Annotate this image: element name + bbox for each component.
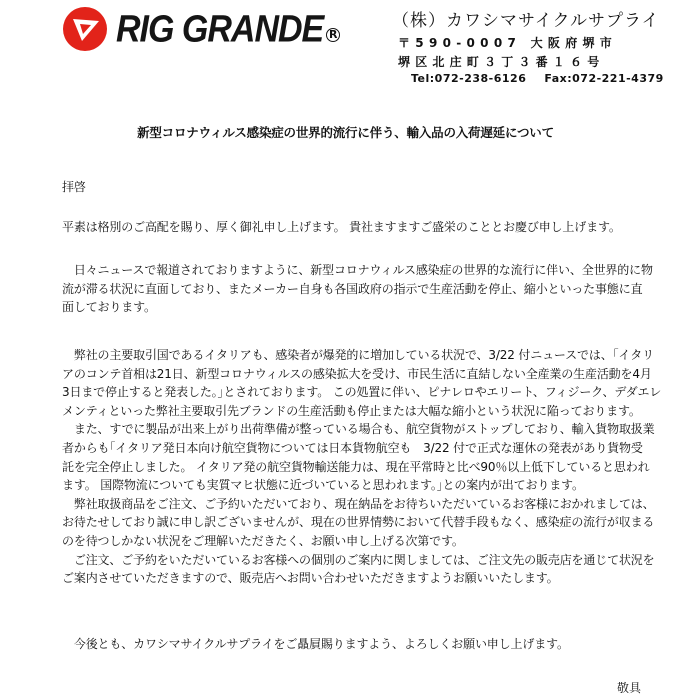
closing-salutation: 敬具 bbox=[617, 681, 642, 695]
paragraph-line: ご注文、ご予約をいただいているお客様への個別のご案内に関しましては、ご注文先の販売店を通じて状況を bbox=[62, 552, 655, 567]
paragraph-line: 者からも｢イタリア発日本向け航空貨物については日本貨物航空も 3/22 付で正式な運休の発表があり貨物受 bbox=[62, 440, 643, 455]
paragraph-line: 託を完全停止しました。 イタリア発の航空貨物輸送能力は、現在平常時と比べ90％以上低下していると思われ bbox=[62, 459, 650, 474]
rig-grande-logo-icon bbox=[62, 6, 108, 52]
paragraph-line: 日々ニュースで報道されておりますように、新型コロナウィルス感染症の世界的な流行に伴い、全世界的に物 bbox=[62, 263, 653, 277]
closing-paragraph: 今後とも、カワシマサイクルサプライをご贔屓賜りますよう、よろしくお願い申し上げます。 bbox=[62, 637, 569, 651]
tel-number: Tel:072-238-6126 bbox=[411, 72, 527, 85]
company-logo bbox=[62, 6, 340, 52]
fax-number: Fax:072-221-4379 bbox=[544, 72, 664, 85]
company-name: （株）カワシマサイクルサプライ bbox=[392, 11, 660, 31]
paragraph-line: メンティといった弊社主要取引先ブランドの生産活動も停止または大幅な縮小という状況に陥っております。 bbox=[62, 403, 641, 418]
paragraph-line: 3日まで停止すると発表した。｣とされております。 この処置に伴い、ピナレロやエリート、フィジーク、デダエレ bbox=[62, 385, 662, 400]
address-line-2: 堺区北庄町３丁３番１６号 bbox=[398, 55, 605, 69]
address-line-1: 〒590-0007 大阪府堺市 bbox=[398, 36, 618, 50]
paragraph-line: ご案内させていただきますので、販売店へお問い合わせいただきますようお願いいたします。 bbox=[62, 571, 559, 586]
registered-mark: R bbox=[326, 28, 340, 42]
paragraph-line: 流が滞る状況に直面しており、またメーカー自身も各国政府の指示で生産活動を停止、縮小といった事態に直 bbox=[62, 281, 643, 296]
paragraph-line: 面しております。 bbox=[62, 300, 156, 315]
paragraph-line: ます。 国際物流についても実質マヒ状態に近づいていると思われます。｣との案内が出ております。 bbox=[62, 478, 584, 493]
paragraph-line: 弊社取扱商品をご注文、ご予約いただいており、現在納品をお待ちいただいているお客様におかれましては、 bbox=[62, 496, 655, 511]
news-paragraph bbox=[62, 261, 674, 317]
paragraph-line: アのコンテ首相は21日、新型コロナウィルスの感染拡大を受け、市民生活に直結しない全産業の生産活動を4月 bbox=[62, 366, 652, 381]
logo-wordmark: RIG GRANDE bbox=[116, 7, 324, 51]
contact-line bbox=[411, 72, 664, 85]
paragraph-line: また、すでに製品が出来上がり出荷準備が整っている場合も、航空貨物がストップしており、輸入貨物取扱業 bbox=[62, 422, 655, 437]
opening-salutation: 拝啓 bbox=[62, 180, 86, 194]
paragraph-line: 弊社の主要取引国であるイタリアも、感染者が爆発的に増加している状況で、3/22 付ニュースでは、｢イタリ bbox=[62, 348, 654, 362]
document-title: 新型コロナウィルス感染症の世界的流行に伴う、輸入品の入荷遅延について bbox=[137, 125, 554, 140]
paragraph-line: お待たせしており誠に申し訳ございませんが、現在の世界情勢において代替手段もなく、感染症の流行が収まる bbox=[62, 515, 655, 530]
italy-situation-paragraph bbox=[62, 346, 674, 588]
greeting-paragraph: 平素は格別のご高配を賜り、厚く御礼申し上げます。 貴社ますますご盛栄のこととお慶び申し上げます。 bbox=[62, 220, 621, 234]
paragraph-line: のを待つしかない状況をご理解いただきたく、お願い申し上げる次第です。 bbox=[62, 533, 464, 548]
